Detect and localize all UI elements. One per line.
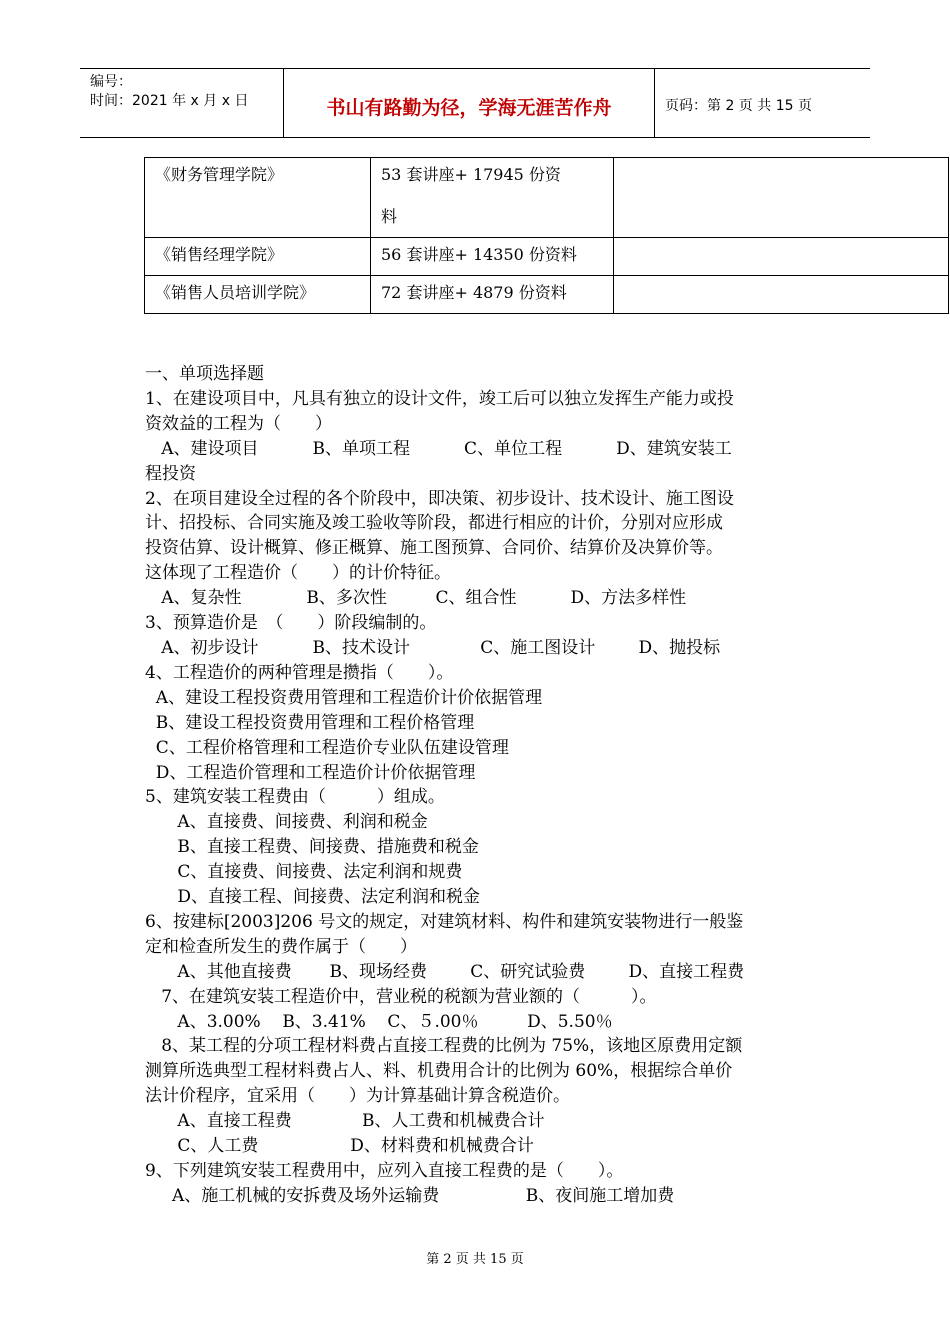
question-1	[145, 387, 813, 487]
table-row	[145, 158, 949, 238]
section-title: 一、单项选择题	[145, 364, 264, 384]
question-line: 定和检查所发生的费作属于（ ）	[145, 936, 417, 957]
question-line: 法计价程序，宜采用（ ）为计算基础计算含税造价。	[145, 1086, 570, 1107]
header-date: 时间：2021 年 x 月 x 日	[90, 93, 249, 109]
question-line: A、建设项目 B、单项工程 C、单位工程 D、建筑安装工	[145, 438, 732, 459]
question-line: 这体现了工程造价（ ）的计价特征。	[145, 563, 451, 584]
question-line: 测算所选典型工程材料费占人、料、机费用合计的比例为 60%，根据综合单价	[145, 1061, 733, 1082]
question-line: 1、在建设项目中，凡具有独立的设计文件，竣工后可以独立发挥生产能力或投	[145, 388, 734, 409]
question-2	[145, 487, 813, 612]
header-page-info: 页码：第 2 页 共 15 页	[665, 98, 812, 114]
question-line: 资效益的工程为（ ）	[145, 413, 332, 434]
question-line: 计、招投标、合同实施及竣工验收等阶段，都进行相应的计价，分别对应形成	[145, 513, 723, 534]
table-cell-extra	[614, 276, 949, 314]
question-line: A、施工机械的安拆费及场外运输费 B、夜间施工增加费	[145, 1185, 675, 1206]
header-number: 编号：	[90, 74, 132, 90]
question-line: 3、预算造价是 （ ）阶段编制的。	[145, 613, 437, 634]
question-line: C、直接费、间接费、法定利润和规费	[145, 862, 463, 883]
page-footer: 第 2 页 共 15 页	[426, 1252, 524, 1267]
question-line: A、初步设计 B、技术设计 C、施工图设计 D、抛投标	[145, 637, 721, 658]
question-7	[145, 985, 813, 1035]
header-divider	[654, 69, 655, 137]
question-line: A、建设工程投资费用管理和工程造价计价依据管理	[145, 687, 543, 708]
question-6	[145, 910, 813, 985]
question-line: A、直接费、间接费、利润和税金	[145, 812, 428, 833]
table-cell-content: 72 套讲座+ 4879 份资料	[371, 276, 614, 314]
header-meta	[90, 73, 248, 111]
page-header	[80, 68, 870, 138]
question-content	[145, 362, 813, 1209]
question-line: A、其他直接费 B、现场经费 C、研究试验费 D、直接工程费	[145, 961, 745, 982]
question-line: C、工程价格管理和工程造价专业队伍建设管理	[145, 737, 509, 758]
question-line: 投资估算、设计概算、修正概算、施工图预算、合同价、结算价及决算价等。	[145, 538, 723, 559]
question-line: A、复杂性 B、多次性 C、组合性 D、方法多样性	[145, 588, 687, 609]
question-line: 7、在建筑安装工程造价中，营业税的税额为营业额的（ ）。	[145, 986, 657, 1007]
question-4	[145, 661, 813, 786]
question-9	[145, 1159, 813, 1209]
question-line: D、直接工程、间接费、法定利润和税金	[145, 887, 481, 908]
question-3	[145, 611, 813, 661]
table-row	[145, 238, 949, 276]
question-line: 6、按建标[2003]206 号文的规定，对建筑材料、构件和建筑安装物进行一般鉴	[145, 911, 744, 932]
question-line: 2、在项目建设全过程的各个阶段中，即决策、初步设计、技术设计、施工图设	[145, 488, 734, 509]
question-line: A、3.00% B、3.41% C、５.00％ D、5.50％	[145, 1011, 613, 1032]
table-cell-extra	[614, 238, 949, 276]
question-line: C、人工费 D、材料费和机械费合计	[145, 1136, 534, 1157]
question-line: A、直接工程费 B、人工费和机械费合计	[145, 1111, 545, 1132]
table-cell-name: 《销售经理学院》	[145, 238, 371, 276]
table-cell-name: 《销售人员培训学院》	[145, 276, 371, 314]
content-line: 53 套讲座+ 17945 份资	[381, 165, 561, 184]
question-line: B、建设工程投资费用管理和工程价格管理	[145, 712, 475, 733]
question-line: 9、下列建筑安装工程费用中，应列入直接工程费的是（ ）。	[145, 1161, 624, 1181]
resource-table	[144, 157, 949, 314]
content-line: 料	[381, 207, 398, 226]
question-line: 8、某工程的分项工程材料费占直接工程费的比例为 75%，该地区原费用定额	[145, 1036, 743, 1057]
question-line: B、直接工程费、间接费、措施费和税金	[145, 837, 479, 858]
table-cell-content: 56 套讲座+ 14350 份资料	[371, 238, 614, 276]
table-row	[145, 276, 949, 314]
table-cell-content	[371, 158, 614, 238]
table-cell-extra	[614, 158, 949, 238]
question-line: 5、建筑安装工程费由（ ）组成。	[145, 787, 445, 808]
question-8	[145, 1034, 813, 1159]
question-line: 4、工程造价的两种管理是攒指（ ）。	[145, 662, 454, 683]
question-line: 程投资	[145, 463, 196, 484]
table-cell-name: 《财务管理学院》	[145, 158, 371, 238]
question-line: D、工程造价管理和工程造价计价依据管理	[145, 762, 476, 783]
header-motto: 书山有路勤为径，学海无涯苦作舟	[326, 97, 612, 119]
question-5	[145, 785, 813, 910]
